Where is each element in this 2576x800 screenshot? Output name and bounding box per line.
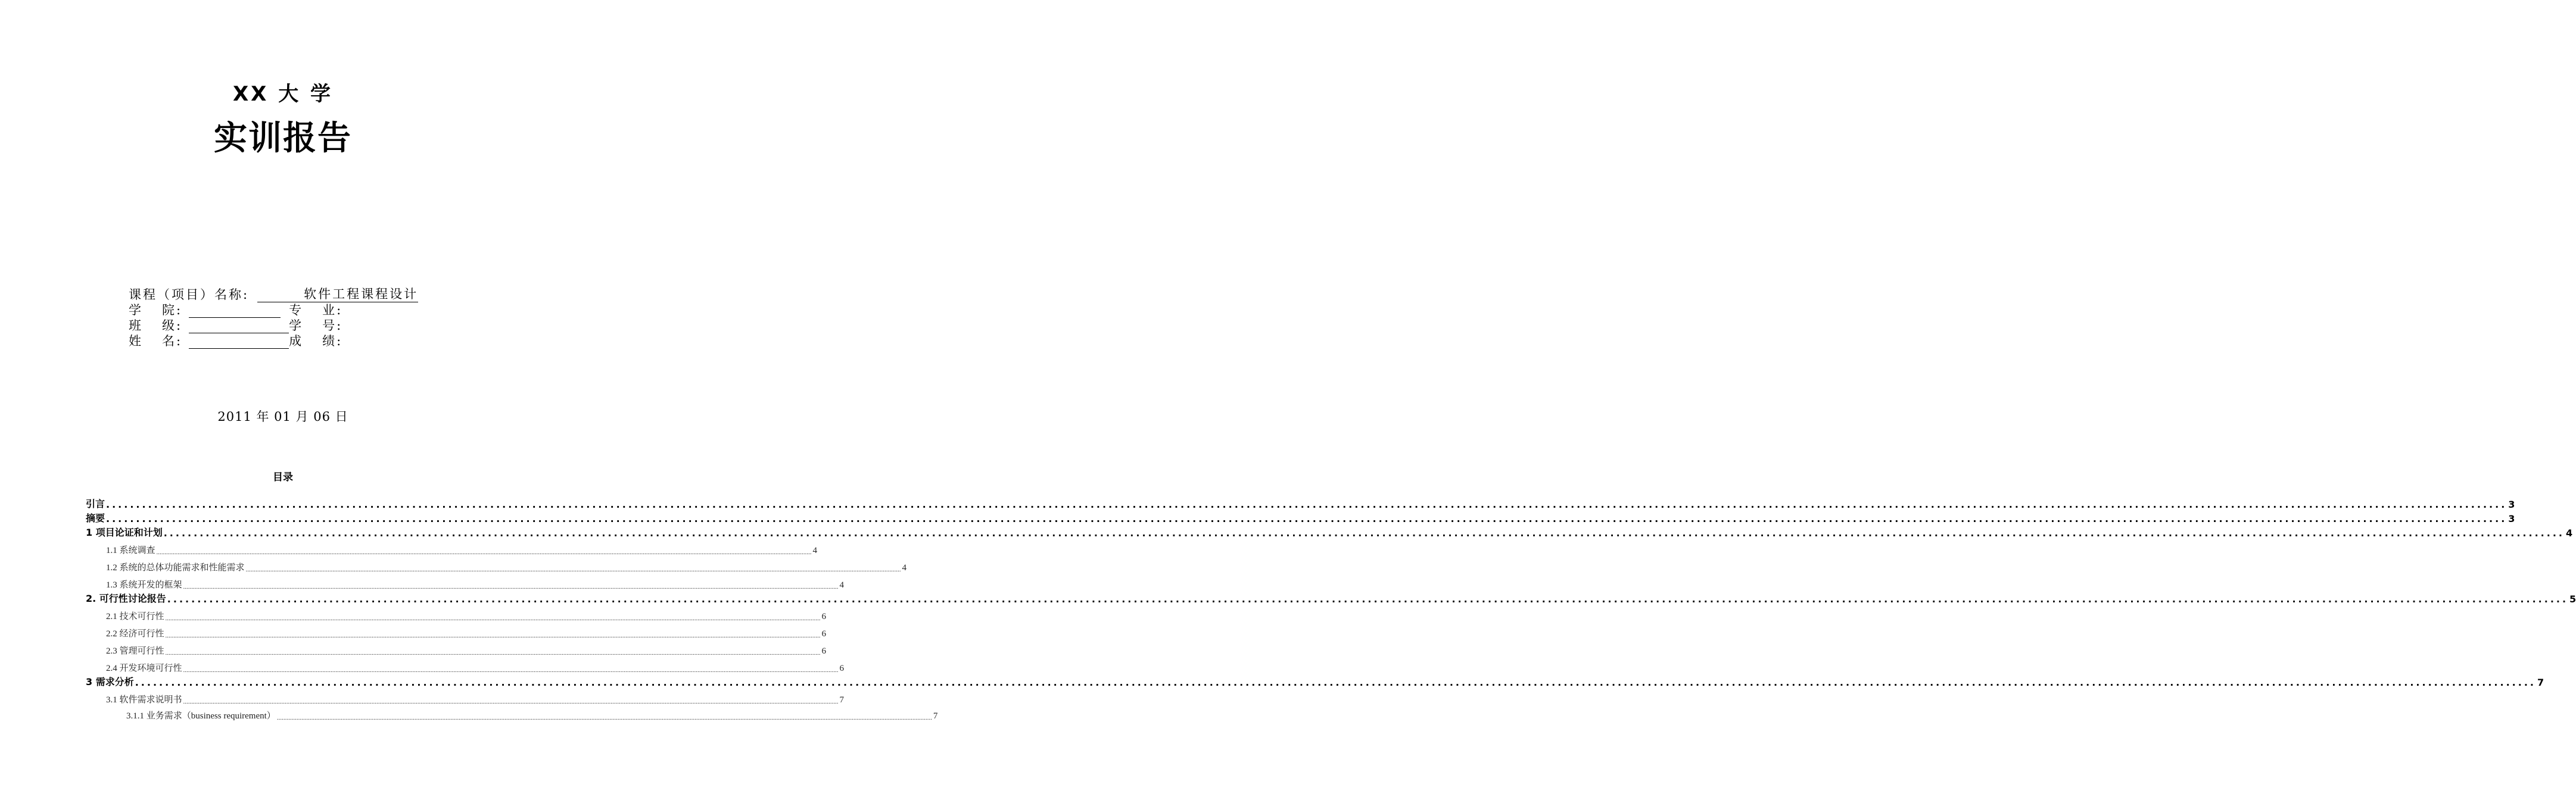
toc-entry-page: 7 — [933, 711, 938, 721]
toc-entry-page: 6 — [839, 664, 845, 673]
table-of-contents — [86, 496, 2576, 721]
toc-dot-leader: ................................................................................................................................................................................................................................................................................................................................................................................................................ — [183, 667, 839, 674]
class-field — [189, 318, 289, 333]
class-colon: : — [176, 318, 181, 333]
toc-entry[interactable] — [86, 657, 845, 674]
toc-entry-title: 3.1 软件需求说明书 — [106, 695, 182, 705]
toc-dot-leader: ................................................................................................................................................................................................................................................................................................................................................................................................................ — [165, 632, 821, 639]
toc-entry[interactable] — [86, 639, 827, 657]
toc-entry-title: 1.1 系统调查 — [106, 546, 155, 555]
toc-entry[interactable] — [86, 688, 845, 705]
toc-dot-leader: ................................................................................................................................................................................................................................................................................................................................................................................................................ — [167, 593, 2569, 605]
toc-dot-leader: ................................................................................................................................................................................................................................................................................................................................................................................................................ — [135, 677, 2536, 688]
toc-dot-leader: ................................................................................................................................................................................................................................................................................................................................................................................................................ — [163, 527, 2565, 539]
toc-dot-leader: ................................................................................................................................................................................................................................................................................................................................................................................................................ — [156, 549, 812, 556]
toc-entry[interactable] — [86, 556, 907, 573]
toc-entry[interactable] — [86, 573, 845, 590]
toc-entry-page: 5 — [2569, 593, 2576, 605]
toc-entry[interactable] — [86, 496, 2515, 510]
course-row — [129, 287, 418, 302]
major-colon: : — [337, 303, 341, 317]
toc-heading: 目录 — [273, 471, 293, 483]
toc-entry-title: 引言 — [86, 498, 105, 510]
toc-entry-title: 2.1 技术可行性 — [106, 612, 164, 621]
name-field — [189, 334, 289, 349]
toc-entry[interactable] — [86, 524, 2573, 539]
report-date: 2011 年 01 月 06 日 — [217, 410, 348, 424]
toc-entry-title: 摘要 — [86, 512, 105, 524]
toc-dot-leader: ................................................................................................................................................................................................................................................................................................................................................................................................................ — [183, 583, 839, 590]
student-id-colon: : — [337, 318, 341, 333]
toc-dot-leader: ................................................................................................................................................................................................................................................................................................................................................................................................................ — [183, 698, 839, 705]
toc-entry-page: 3 — [2508, 513, 2515, 524]
toc-entry-page: 4 — [812, 546, 818, 555]
toc-dot-leader: ................................................................................................................................................................................................................................................................................................................................................................................................................ — [106, 513, 2508, 524]
grade-label: 成 绩 — [289, 334, 337, 348]
toc-entry-title: 1.2 系统的总体功能需求和性能需求 — [106, 563, 245, 573]
toc-entry[interactable] — [86, 539, 818, 556]
toc-entry-title: 3.1.1 业务需求（business requirement） — [126, 711, 276, 721]
toc-entry-title: 2.3 管理可行性 — [106, 646, 164, 656]
toc-entry-title: 1 项目论证和计划 — [86, 527, 163, 538]
toc-entry[interactable] — [86, 674, 2544, 688]
toc-dot-leader: ................................................................................................................................................................................................................................................................................................................................................................................................................ — [245, 566, 901, 573]
toc-entry-title: 2. 可行性讨论报告 — [86, 593, 166, 604]
toc-entry-page: 6 — [821, 629, 827, 639]
name-colon: : — [176, 334, 181, 348]
toc-entry[interactable] — [86, 705, 938, 721]
cover-info-block — [129, 287, 418, 349]
college-colon: : — [176, 303, 181, 317]
toc-entry-title: 2.2 经济可行性 — [106, 629, 164, 639]
student-id-label: 学 号 — [289, 318, 337, 333]
course-value: 软件工程课程设计 — [304, 287, 419, 301]
major-label: 专 业 — [289, 303, 337, 317]
college-field — [189, 303, 281, 318]
grade-colon: : — [337, 334, 341, 348]
toc-dot-leader: ................................................................................................................................................................................................................................................................................................................................................................................................................ — [106, 499, 2508, 510]
toc-entry-page: 7 — [839, 695, 845, 705]
toc-entry-title: 3 需求分析 — [86, 676, 134, 688]
name-row — [129, 333, 418, 349]
toc-entry[interactable] — [86, 510, 2515, 524]
name-label: 姓 名 — [129, 334, 176, 348]
toc-entry-title: 2.4 开发环境可行性 — [106, 664, 182, 673]
toc-entry-page: 6 — [821, 612, 827, 621]
course-label: 课程（项目）名称: — [129, 288, 250, 302]
toc-entry-page: 7 — [2537, 677, 2544, 688]
toc-entry-page: 3 — [2508, 499, 2515, 510]
toc-dot-leader: ................................................................................................................................................................................................................................................................................................................................................................................................................ — [276, 714, 932, 721]
toc-entry[interactable] — [86, 590, 2576, 605]
class-label: 班 级 — [129, 318, 176, 333]
college-row — [129, 302, 418, 318]
university-name: XX 大 学 — [232, 82, 334, 106]
college-label: 学 院 — [129, 303, 176, 317]
toc-entry[interactable] — [86, 605, 827, 622]
class-row — [129, 318, 418, 333]
toc-entry-page: 4 — [839, 580, 845, 590]
toc-entry-page: 4 — [2565, 527, 2573, 539]
toc-entry-page: 6 — [821, 646, 827, 656]
toc-entry[interactable] — [86, 622, 827, 639]
toc-dot-leader: ................................................................................................................................................................................................................................................................................................................................................................................................................ — [165, 649, 821, 657]
report-title: 实训报告 — [214, 119, 352, 158]
course-field — [257, 288, 418, 302]
toc-dot-leader: ................................................................................................................................................................................................................................................................................................................................................................................................................ — [165, 615, 821, 622]
toc-entry-page: 4 — [902, 563, 907, 573]
toc-entry-title: 1.3 系统开发的框架 — [106, 580, 182, 590]
